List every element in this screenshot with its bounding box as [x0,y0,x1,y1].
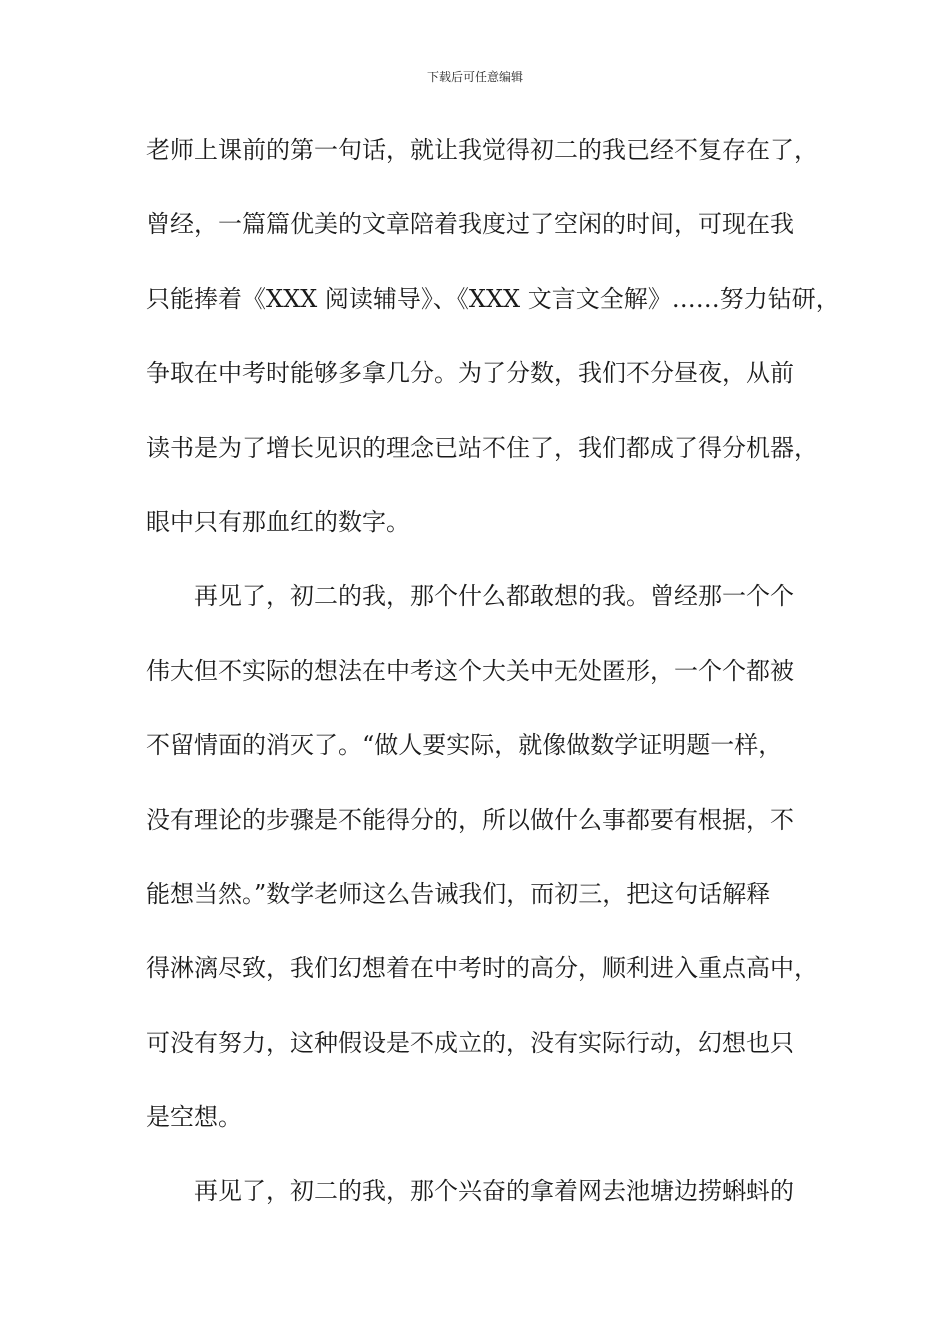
text-line: 曾经，一篇篇优美的文章陪着我度过了空闲的时间，可现在我 [146,210,794,239]
text-line: 只能捧着《XXX 阅读辅导》、《XXX 文言文全解》……努力钻研， [146,284,840,313]
text-line: 眼中只有那血红的数字。 [146,507,410,536]
paragraph-start-line: 再见了，初二的我，那个什么都敢想的我。曾经那一个个 [194,582,794,611]
text-line: 不留情面的消灭了。“做人要实际，就像做数学证明题一样， [146,731,783,760]
text-line: 可没有努力，这种假设是不成立的，没有实际行动，幻想也只 [146,1028,794,1057]
text-line: 能想当然。”数学老师这么告诫我们，而初三，把这句话解释 [146,879,771,908]
text-line: 没有理论的步骤是不能得分的，所以做什么事都要有根据，不 [146,805,794,834]
text-line: 得淋漓尽致，我们幻想着在中考时的高分，顺利进入重点高中， [146,954,818,983]
text-line: 争取在中考时能够多拿几分。为了分数，我们不分昼夜，从前 [146,359,794,388]
text-line: 伟大但不实际的想法在中考这个大关中无处匿形，一个个都被 [146,656,794,685]
text-line: 读书是为了增长见识的理念已站不住了，我们都成了得分机器， [146,433,818,462]
text-line: 是空想。 [146,1103,242,1132]
body-text [146,128,840,1244]
header-note: 下载后可任意编辑 [426,70,523,84]
paragraph-start-line: 再见了，初二的我，那个兴奋的拿着网去池塘边捞蝌蚪的 [194,1177,794,1206]
text-line: 老师上课前的第一句话，就让我觉得初二的我已经不复存在了， [146,136,818,164]
